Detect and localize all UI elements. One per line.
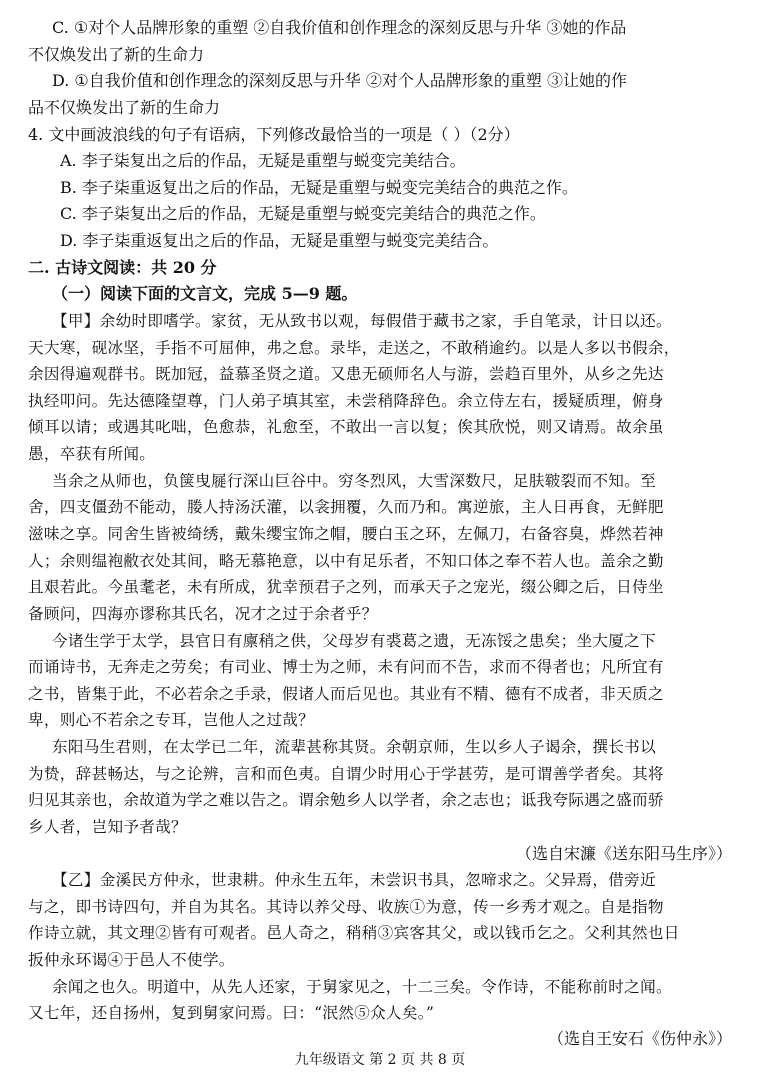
passage-line: 乡人者，岂知予者哉？ xyxy=(28,818,187,836)
passage-line: 备顾问，四海亦谬称其氏名，况才之过于余者乎？ xyxy=(28,605,378,623)
passage-line: 【甲】余幼时即嗜学。家贫，无从致书以观，每假借于藏书之家，手自笔录，计日以还。 xyxy=(52,312,672,330)
q3-option-d-line1: D. ①自我价值和创作理念的深刻反思与升华 ②对个人品牌形象的重塑 ③让她的作 xyxy=(52,71,627,90)
passage-line: 卑，则心不若余之专耳，岂他人之过哉？ xyxy=(28,711,315,729)
passage-line: 与之，即书诗四句，并自为其名。其诗以养父母、收族①为意，传一乡秀才观之。自是指物 xyxy=(28,898,664,916)
page-footer: 九年级语文 第 2 页 共 8 页 xyxy=(294,1052,466,1068)
passage-line: 【乙】金溪民方仲永，世隶耕。仲永生五年，未尝识书具，忽啼求之。父异焉，借旁近 xyxy=(52,871,656,889)
passage-line: 扳仲永环谒④于邑人不使学。 xyxy=(28,951,235,969)
passage-line: 舍，四支僵劲不能动，媵人持汤沃灌，以衾拥覆，久而乃和。寓逆旅，主人日再食，无鲜肥 xyxy=(28,498,664,516)
passage-line: 而诵诗书，无奔走之劳矣；有司业、博士为之师，未有问而不告，求而不得者也；凡所宜有 xyxy=(28,658,664,676)
passage-line: 之书，皆集于此，不必若余之手录，假诸人而后见也。其业有不精、德有不成者，非天质之 xyxy=(28,685,664,703)
passage-line: 余闻之也久。明道中，从先人还家，于舅家见之，十二三矣。令作诗，不能称前时之闻。 xyxy=(52,978,672,996)
passage-line: 且艰若此。今虽耄老，未有所成，犹幸预君子之列，而承天子之宠光，缀公卿之后，日侍坐 xyxy=(28,578,664,596)
q4-option-b: B. 李子柒重返复出之后的作品，无疑是重塑与蜕变完美结合的典范之作。 xyxy=(60,178,578,197)
passage-line: 当余之从师也，负箧曳屣行深山巨谷中。穷冬烈风，大雪深数尺，足肤皲裂而不知。至 xyxy=(52,472,656,490)
q3-option-d-line2: 品不仅焕发出了新的生命力 xyxy=(28,98,221,117)
passage-jia-source: （选自宋濂《送东阳马生序》） xyxy=(515,844,732,863)
q4-stem: 4. 文中画波浪线的句子有语病，下列修改最恰当的一项是（ ）（2分） xyxy=(28,125,520,144)
passage-line: 执经叩问。先达德隆望尊，门人弟子填其室，未尝稍降辞色。余立侍左右，援疑质理，俯身 xyxy=(28,392,664,410)
passage-line: 余因得遍观群书。既加冠，益慕圣贤之道。又患无硕师名人与游，尝趋百里外，从乡之先达 xyxy=(28,365,664,383)
q4-option-a: A. 李子柒复出之后的作品，无疑是重塑与蜕变完美结合。 xyxy=(60,151,466,170)
passage-line: 又七年，还自扬州，复到舅家问焉。曰：“泯然⑤众人矣。” xyxy=(28,1004,435,1022)
passage-yi-source: （选自王安石《伤仲永》） xyxy=(547,1029,732,1048)
q4-option-c: C. 李子柒复出之后的作品，无疑是重塑与蜕变完美结合的典范之作。 xyxy=(60,204,546,223)
q4-option-d: D. 李子柒重返复出之后的作品，无疑是重塑与蜕变完美结合。 xyxy=(60,231,499,250)
q3-option-c-line1: C. ①对个人品牌形象的重塑 ②自我价值和创作理念的深刻反思与升华 ③她的作品 xyxy=(52,18,627,37)
passage-line: 天大寒，砚冰坚，手指不可屈伸，弗之怠。录毕，走送之，不敢稍逾约。以是人多以书假余， xyxy=(28,339,680,357)
passage-line: 作诗立就，其文理②皆有可观者。邑人奇之，稍稍③宾客其父，或以钱币乞之。父利其然也日 xyxy=(28,924,680,942)
section-subtitle: （一）阅读下面的文言文，完成 5—9 题。 xyxy=(52,284,358,303)
passage-line: 倾耳以请；或遇其叱咄，色愈恭，礼愈至，不敢出一言以复；俟其欣悦，则又请焉。故余虽 xyxy=(28,418,664,436)
passage-line: 为贽，辞甚畅达，与之论辨，言和而色夷。自谓少时用心于学甚劳，是可谓善学者矣。其将 xyxy=(28,765,664,783)
passage-line: 人；余则缊袍敝衣处其间，略无慕艳意，以中有足乐者，不知口体之奉不若人也。盖余之勤 xyxy=(28,552,664,570)
passage-line: 东阳马生君则，在太学已二年，流辈甚称其贤。余朝京师，生以乡人子谒余，撰长书以 xyxy=(52,738,656,756)
passage-line: 今诸生学于太学，县官日有廪稍之供，父母岁有裘葛之遗，无冻馁之患矣；坐大厦之下 xyxy=(52,632,656,650)
passage-line: 归见其亲也，余故道为学之难以告之。谓余勉乡人以学者，余之志也；诋我夸际遇之盛而骄 xyxy=(28,791,664,809)
passage-line: 滋味之享。同舍生皆被绮绣，戴朱缨宝饰之帽，腰白玉之环，左佩刀，右备容臭，烨然若神 xyxy=(28,525,664,543)
q3-option-c-line2: 不仅焕发出了新的生命力 xyxy=(28,45,205,64)
section-title: 二. 古诗文阅读：共 20 分 xyxy=(28,258,217,277)
passage-line: 愚，卒获有所闻。 xyxy=(28,445,156,463)
